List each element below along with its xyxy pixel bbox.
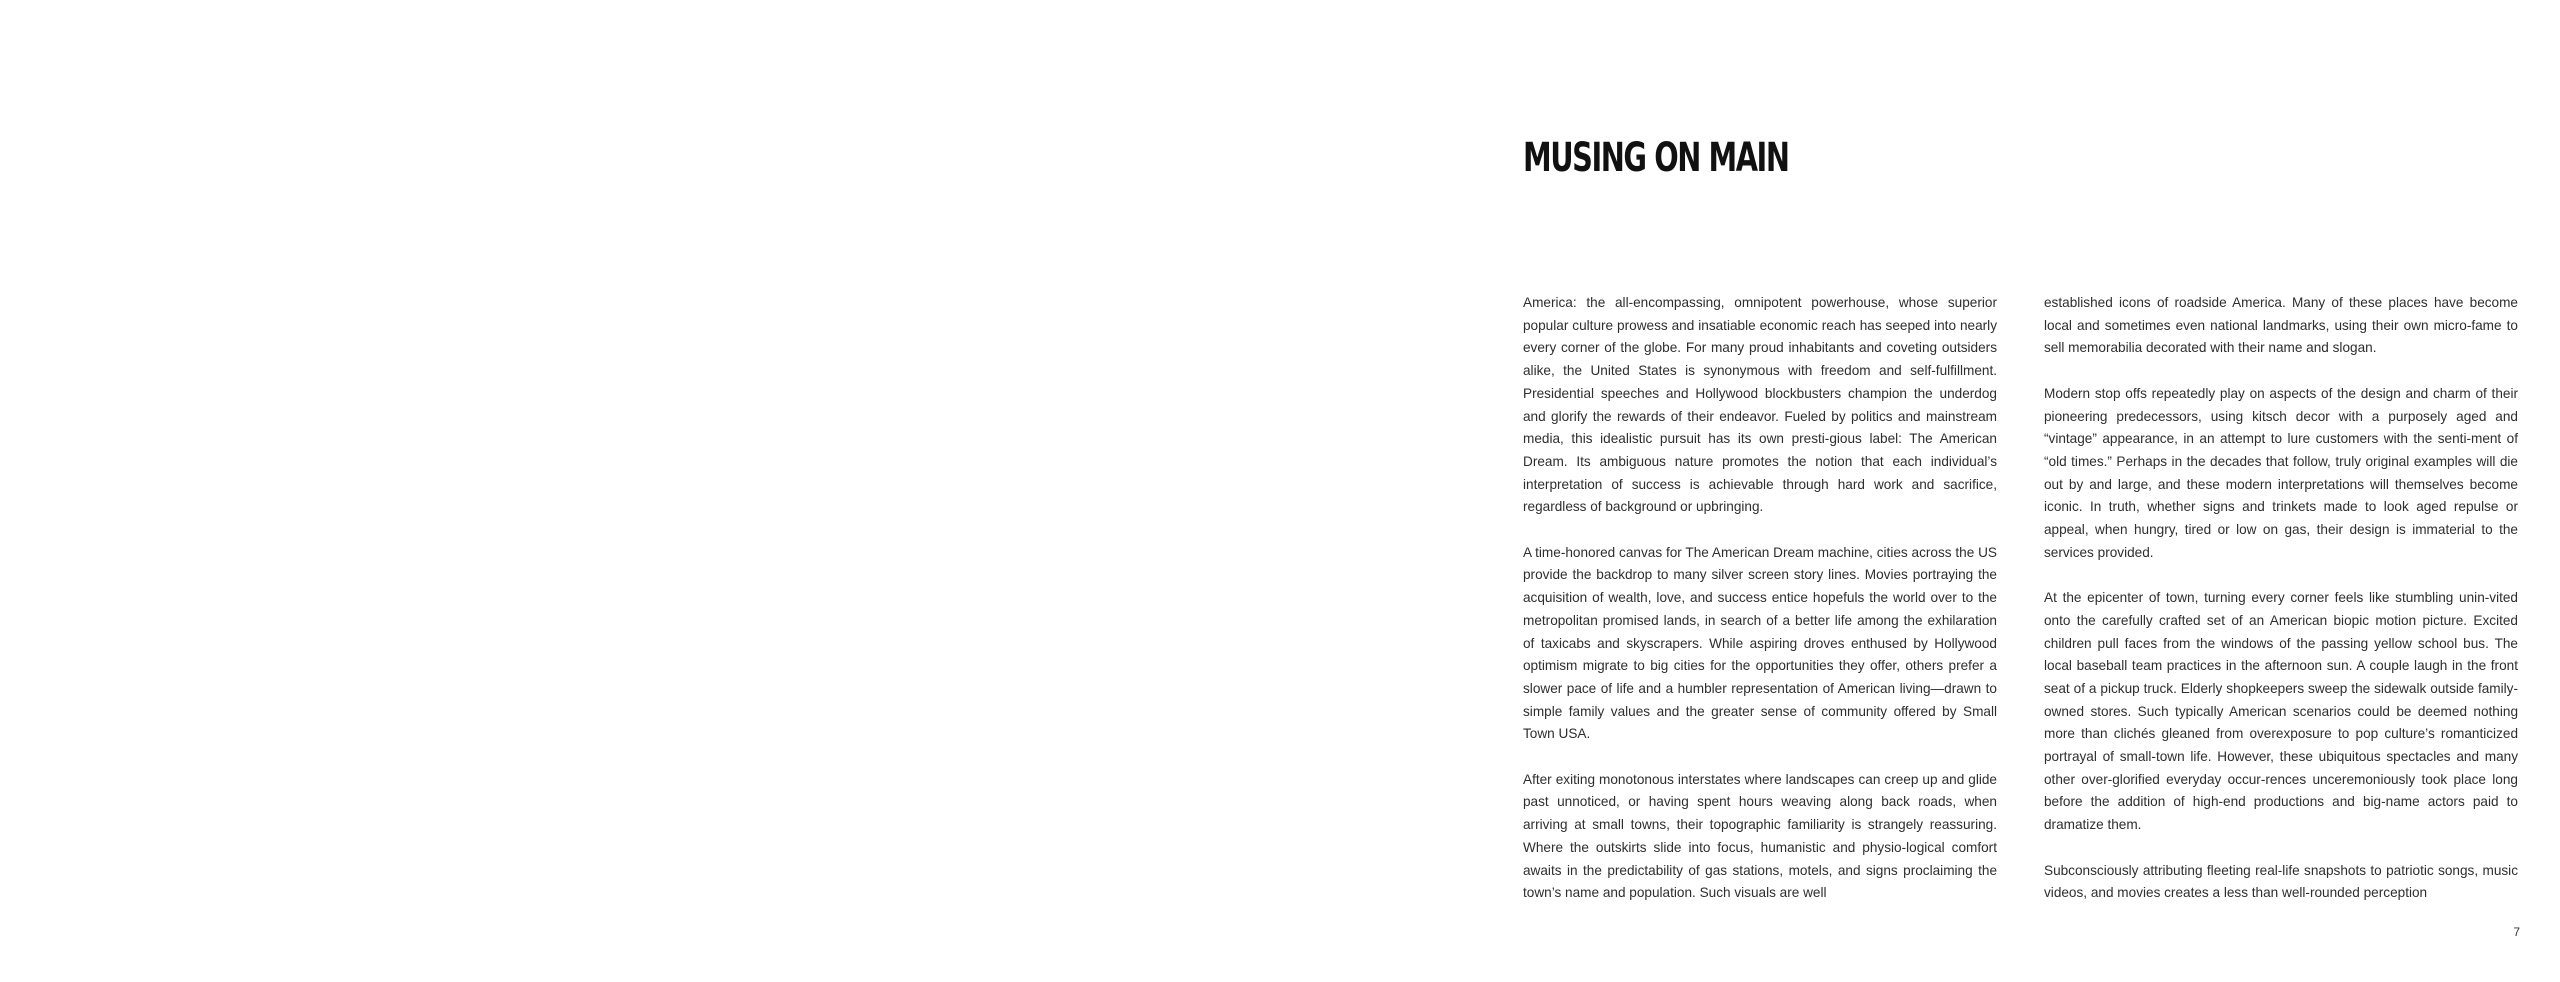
paragraph: A time-honored canvas for The American Dream machine, cities across the US provide the backdrop to many silver screen story lines. Movies portraying the acquisition of wealth, love, and success entice hopefuls the world over to the metropolitan promised lands, in search of a better life among the exhilaration of taxicabs and skyscrapers. While aspiring droves enthused by Hollywood optimism migrate to big cities for the opportunities they offer, others prefer a slower pace of life and a humbler representation of American living—drawn to simple family values and the greater sense of community offered by Small Town USA. bbox=[1523, 544, 1997, 742]
page-number: 7 bbox=[2513, 925, 2520, 939]
text-column-right bbox=[2044, 292, 2518, 928]
page-title: MUSING ON MAIN bbox=[1523, 135, 1789, 181]
paragraph: At the epicenter of town, turning every corner feels like stumbling unin-vited onto the carefully crafted set of an American biopic motion picture. Excited children pull faces from the windows of the passing yellow school bus. The local baseball team practices in the afternoon sun. A couple laugh in the front seat of a pickup truck. Elderly shopkeepers sweep the sidewalk outside family-owned stores. Such typically American scenarios could be deemed nothing more than clichés gleaned from overexposure to pop culture’s romanticized portrayal of small-town life. However, these ubiquitous spectacles and many other over-glorified everyday occur-rences unceremoniously took place long before the addition of high-end productions and big-name actors paid to dramatize them. bbox=[2044, 590, 2518, 833]
paragraph: Modern stop offs repeatedly play on aspects of the design and charm of their pioneering predecessors, using kitsch decor with a purposely aged and “vintage” appearance, in an attempt to lure customers with the senti-ment of “old times.” Perhaps in the decades that follow, truly original examples will die out by and large, and these modern interpretations will themselves become iconic. In truth, whether signs and trinkets made to look aged repulse or appeal, when hungry, tired or low on gas, their design is immaterial to the services provided. bbox=[2044, 385, 2518, 560]
paragraph: After exiting monotonous interstates where landscapes can creep up and glide past unnoticed, or having spent hours weaving along back roads, when arriving at small towns, their topographic familiarity is strangely reassuring. Where the outskirts slide into focus, humanistic and physio-logical comfort awaits in the predictability of gas stations, motels, and signs proclaiming the town’s name and population. Such visuals are well bbox=[1523, 771, 1997, 901]
paragraph: America: the all-encompassing, omnipotent powerhouse, whose superior popular culture prowess and insatiable economic reach has seeped into nearly every corner of the globe. For many proud inhabitants and coveting outsiders alike, the United States is synonymous with freedom and self-fulfillment. Presidential speeches and Hollywood blockbusters champion the underdog and glorify the rewards of their endeavor. Fueled by politics and mainstream media, this idealistic pursuit has its own presti-gious label: The American Dream. Its ambiguous nature promotes the notion that each individual’s interpretation of success is achievable through hard work and sacrifice, regardless of background or upbringing. bbox=[1523, 295, 1997, 515]
paragraph: established icons of roadside America. Many of these places have become local and sometimes even national landmarks, using their own micro-fame to sell memorabilia decorated with their name and slogan. bbox=[2044, 295, 2518, 356]
paragraph: Subconsciously attributing fleeting real-life snapshots to patriotic songs, music videos, and movies creates a less than well-rounded perception bbox=[2044, 862, 2518, 901]
text-column-left bbox=[1523, 292, 1997, 928]
